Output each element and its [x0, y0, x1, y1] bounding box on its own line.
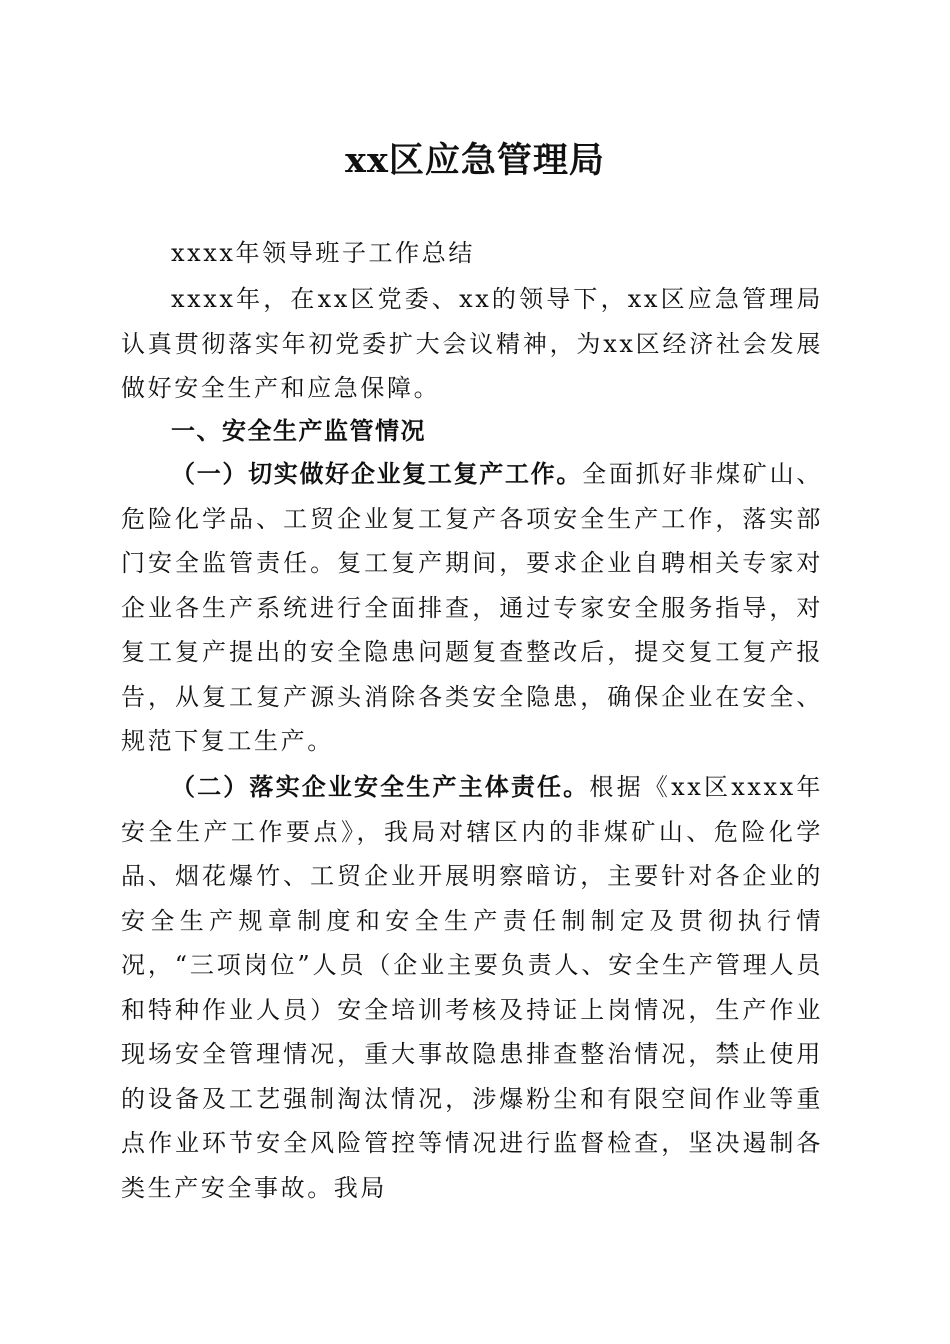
document-title: xx区应急管理局	[345, 140, 605, 181]
intro-paragraph: xxxx年，在xx区党委、xx的领导下，xx区应急管理局认真贯彻落实年初党委扩大会议精神，为xx区经济社会发展做好安全生产和应急保障。	[121, 285, 823, 402]
section-heading: 一、安全生产监管情况	[171, 417, 426, 445]
item-lead: （二）落实企业安全生产主体责任。	[171, 773, 590, 801]
document-subtitle: xxxx年领导班子工作总结	[171, 239, 475, 267]
section-item-paragraph	[121, 452, 823, 764]
section-item-paragraph	[121, 765, 823, 1210]
item-lead: （一）切实做好企业复工复产工作。	[171, 460, 583, 488]
item-text: 全面抓好非煤矿山、危险化学品、工贸企业复工复产各项安全生产工作，落实部门安全监管责任。复工复产期间，要求企业自聘相关专家对企业各生产系统进行全面排查，通过专家安全服务指导，对复工复产提出的安全隐患问题复查整改后，提交复工复产报告，从复工复产源头消除各类安全隐患，确保企业在安全、规范下复工生产。	[121, 460, 823, 755]
item-text: 根据《xx区xxxx年安全生产工作要点》，我局对辖区内的非煤矿山、危险化学品、烟花爆竹、工贸企业开展明察暗访，主要针对各企业的安全生产规章制度和安全生产责任制制定及贯彻执行情况，“三项岗位”人员（企业主要负责人、安全生产管理人员和特种作业人员）安全培训考核及持证上岗情况，生产作业现场安全管理情况，重大事故隐患排查整治情况，禁止使用的设备及工艺强制淘汰情况，涉爆粉尘和有限空间作业等重点作业环节安全风险管控等情况进行监督检查，坚决遏制各类生产安全事故。我局	[121, 773, 824, 1202]
